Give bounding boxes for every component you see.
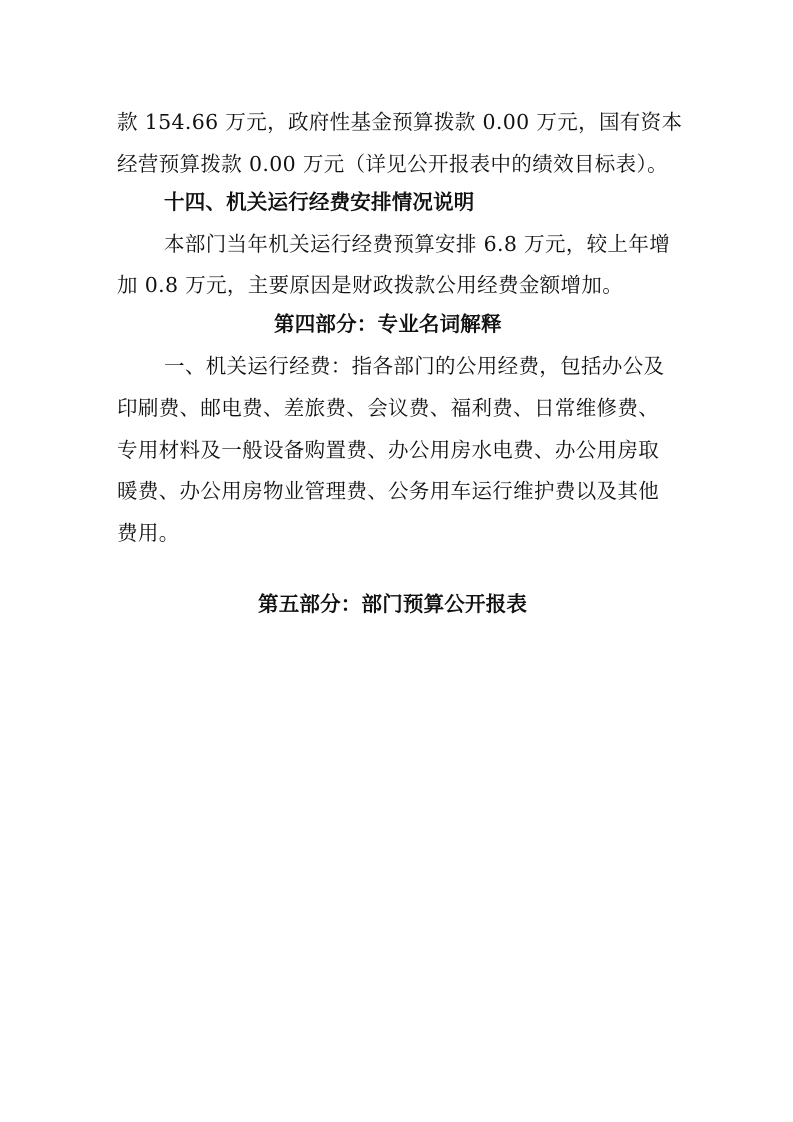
body-line-1: 款 154.66 万元，政府性基金预算拨款 0.00 万元，国有资本 [117, 110, 683, 134]
part-4-heading: 第四部分：专业名词解释 [274, 312, 502, 336]
part-4-line-3: 专用材料及一般设备购置费、办公用房水电费、办公用房取 [117, 438, 660, 462]
part-4-line-5: 费用。 [117, 521, 180, 545]
part-5-heading: 第五部分：部门预算公开报表 [258, 592, 528, 616]
part-4-line-1: 一、机关运行经费：指各部门的公用经费，包括办公及 [164, 354, 665, 378]
body-line-2: 经营预算拨款 0.00 万元（详见公开报表中的绩效目标表）。 [117, 152, 668, 176]
part-4-line-2: 印刷费、邮电费、差旅费、会议费、福利费、日常维修费、 [117, 396, 660, 420]
section-14-heading: 十四、机关运行经费安排情况说明 [164, 190, 475, 214]
part-4-line-4: 暖费、办公用房物业管理费、公务用车运行维护费以及其他 [117, 479, 660, 503]
section-14-line-1: 本部门当年机关运行经费预算安排 6.8 万元，较上年增 [164, 232, 671, 256]
section-14-line-2: 加 0.8 万元，主要原因是财政拨款公用经费金额增加。 [117, 273, 624, 297]
